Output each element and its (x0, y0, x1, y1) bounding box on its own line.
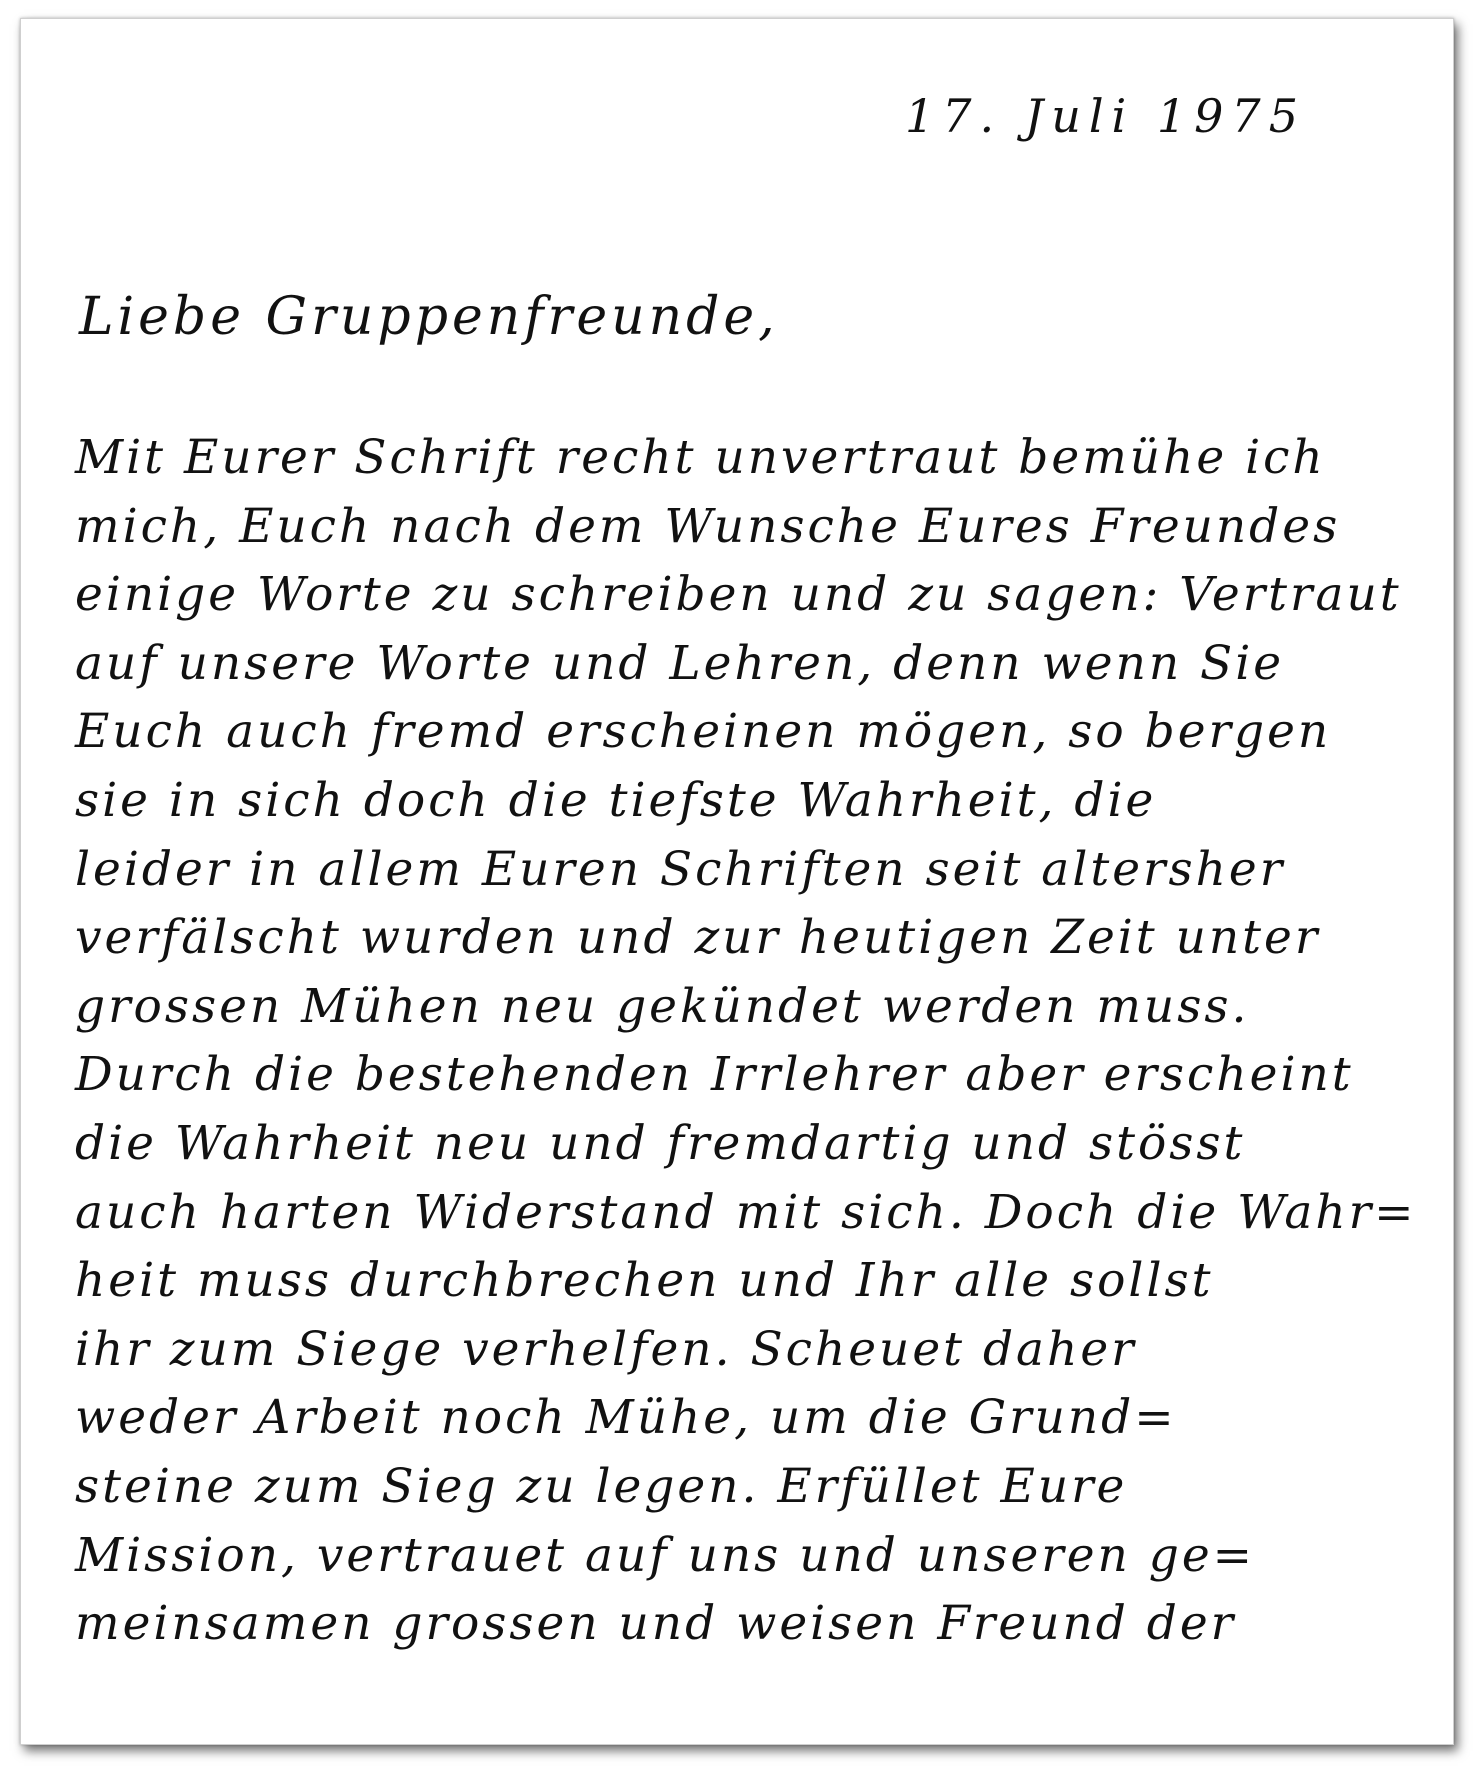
letter-greeting: Liebe Gruppenfreunde, (79, 287, 779, 347)
letter-line: einige Worte zu schreiben und zu sagen: Vertraut (75, 567, 1402, 623)
letter-line: Durch die bestehenden Irrlehrer aber erscheint (75, 1047, 1354, 1103)
letter-page (20, 18, 1454, 1745)
letter-line: weder Arbeit noch Mühe, um die Grund= (75, 1390, 1177, 1446)
letter-line: leider in allem Euren Schriften seit altersher (75, 841, 1286, 897)
letter-date: 17. Juli 1975 (905, 89, 1306, 143)
letter-line: sie in sich doch die tiefste Wahrheit, die (75, 772, 1157, 828)
letter-line: mich, Euch nach dem Wunsche Eures Freundes (75, 498, 1341, 554)
letter-line: auch harten Widerstand mit sich. Doch die Wahr= (75, 1184, 1417, 1240)
letter-line: steine zum Sieg zu legen. Erfüllet Eure (75, 1458, 1128, 1514)
letter-line: Euch auch fremd erscheinen mögen, so bergen (75, 704, 1332, 760)
letter-line: grossen Mühen neu gekündet werden muss. (75, 978, 1250, 1034)
letter-line: ihr zum Siege verhelfen. Scheuet daher (75, 1321, 1137, 1377)
letter-line: verfälscht wurden und zur heutigen Zeit unter (75, 910, 1321, 966)
letter-line: Mit Eurer Schrift recht unvertraut bemühe ich (75, 430, 1326, 485)
letter-body (75, 424, 1435, 1659)
letter-line: die Wahrheit neu und fremdartig und stösst (75, 1115, 1246, 1171)
letter-line: meinsamen grossen und weisen Freund der (75, 1596, 1237, 1652)
letter-line: heit muss durchbrechen und Ihr alle sollst (75, 1253, 1214, 1309)
letter-line: auf unsere Worte und Lehren, denn wenn Sie (75, 635, 1285, 691)
letter-line: Mission, vertrauet auf uns und unseren ge= (75, 1527, 1256, 1583)
